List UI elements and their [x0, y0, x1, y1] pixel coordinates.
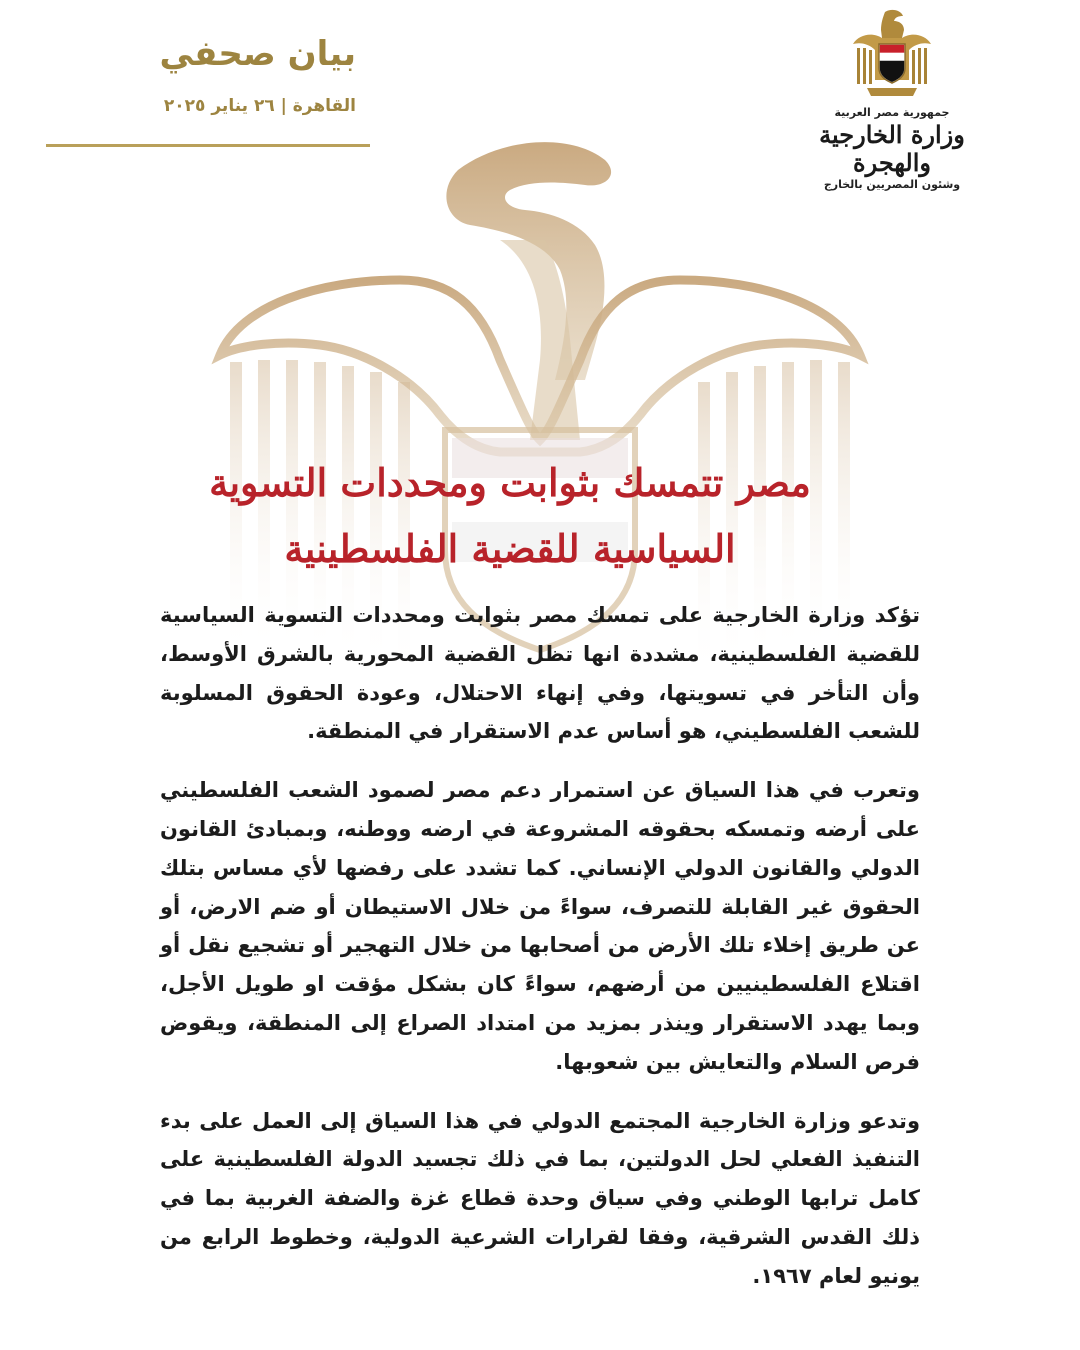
logo-republic-text: جمهورية مصر العربية	[834, 106, 950, 119]
body-paragraph-2: وتعرب في هذا السياق عن استمرار دعم مصر لصمود الشعب الفلسطيني على أرضه وتمسكه بحقوقه المشروعة في ارضه ووطنه، وبمبادئ القانون الدولي والقانون الدولي الإنساني. كما تشدد على رفضها لأي مساس بتلك الحقوق غير القابلة للتصرف، سواءً من خلال الاستيطان أو ضم الارض، أو عن طريق إخلاء تلك الأرض من أصحابها من خلال التهجير أو تشجيع نقل أو اقتلاع الفلسطينيين من أرضهم، سواءً كان بشكل مؤقت او طويل الأجل، وبما يهدد الاستقرار وينذر بمزيد من امتداد الصراع إلى المنطقة، ويقوض فرص السلام والتعايش بين شعوبها.	[160, 778, 920, 1074]
statement-body	[160, 596, 920, 1316]
headline-line-2: السياسية للقضية الفلسطينية	[284, 526, 736, 571]
press-release-header	[46, 30, 370, 147]
body-paragraph-1: تؤكد وزارة الخارجية على تمسك مصر بثوابت ومحددات التسوية السياسية للقضية الفلسطينية، مشددة انها تظل القضية المحورية بالشرق الأوسط، وأن التأخر في تسويتها، وفي إنهاء الاحتلال، وعودة الحقوق المسلوبة للشعب الفلسطيني، هو أساس عدم الاستقرار في المنطقة.	[160, 603, 920, 744]
ministry-logo	[792, 8, 992, 191]
logo-affairs-text: وشئون المصريين بالخارج	[823, 178, 961, 191]
header-divider	[46, 144, 370, 147]
statement-headline	[160, 450, 860, 582]
press-release-title: بيان صحفي	[159, 34, 356, 74]
headline-line-1: مصر تتمسك بثوابت ومحددات التسوية	[209, 460, 811, 505]
press-release-date: القاهرة | ٢٦ يناير ٢٠٢٥	[163, 96, 356, 116]
eagle-of-saladin-icon	[849, 8, 935, 100]
body-paragraph-3: وتدعو وزارة الخارجية المجتمع الدولي في هذا السياق إلى العمل على بدء التنفيذ الفعلي لحل الدولتين، بما في ذلك تجسيد الدولة الفلسطينية على كامل ترابها الوطني وفي سياق وحدة قطاع غزة والضفة الغربية بما في ذلك القدس الشرقية، وفقا لقرارات الشرعية الدولية، وخطوط الرابع من يونيو لعام ١٩٦٧.	[160, 1108, 920, 1288]
logo-ministry-name: وزارة الخارجية والهجرة	[819, 120, 965, 177]
